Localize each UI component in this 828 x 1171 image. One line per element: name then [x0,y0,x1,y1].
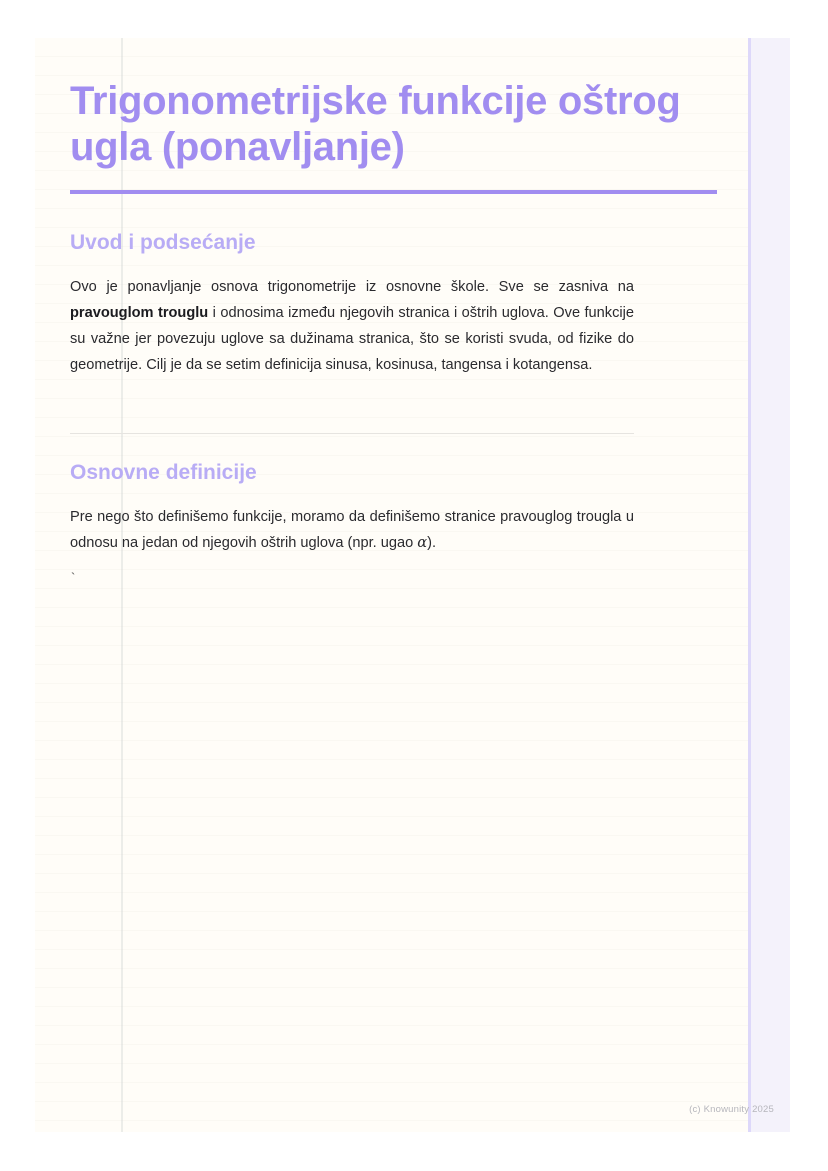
section-paragraph-definitions [70,504,634,556]
notebook-margin-line [121,38,123,1132]
paragraph-text: Ovo je ponavljanje osnova trigonometrije iz osnovne škole. Sve se zasniva na [70,279,634,295]
section-divider [70,433,634,434]
stray-character: ` [71,570,76,585]
section-heading-definitions: Osnovne definicije [70,461,257,484]
math-symbol-alpha: α [417,534,428,551]
section-paragraph-intro [70,274,634,378]
side-strip [748,38,790,1132]
bold-term: pravouglom trouglu [70,305,209,321]
title-divider [70,190,717,194]
paragraph-text: i odnosima između njegovih stranica i oštrih uglova. Ove funkcije su važne jer povezuju uglove sa dužinama stranica, što se koristi svuda, od fizike do geometrije. Cilj je da se setim definicija sinusa, kosinusa, tangensa i kotangensa. [70,305,634,373]
section-heading-intro: Uvod i podsećanje [70,231,256,254]
footer-copyright: (c) Knowunity 2025 [689,1104,774,1115]
document-page [35,38,790,1132]
document-title: Trigonometrijske funkcije oštrog ugla (ponavljanje) [70,79,681,169]
paragraph-text: ). [427,535,437,551]
paragraph-text: Pre nego što definišemo funkcije, moramo da definišemo stranice pravouglog trougla u odnosu na jedan od njegovih oštrih uglova (npr. ugao [70,509,634,551]
